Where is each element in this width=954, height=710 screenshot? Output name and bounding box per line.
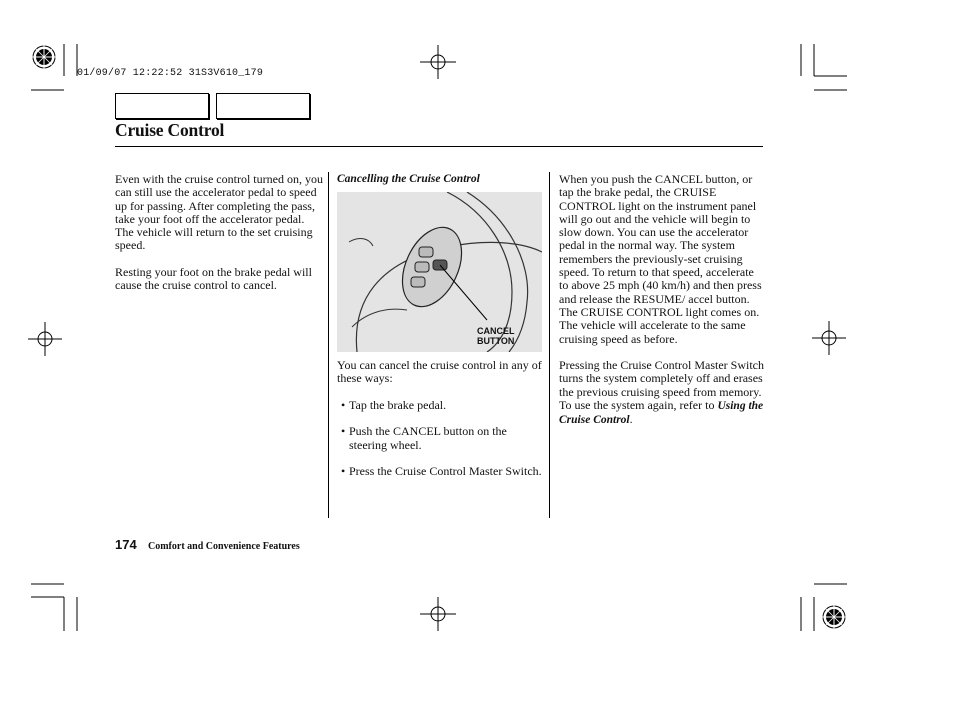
paragraph-text: Pressing the Cruise Control Master Switch turns the system completely off and erases the previous cruising speed from memory. To use the system again, refer to <box>559 358 764 413</box>
list-item: • Tap the brake pedal. <box>337 399 542 412</box>
steering-wheel-illustration <box>337 192 542 352</box>
paragraph-end: . <box>629 412 633 427</box>
print-stamp: 01/09/07 12:22:52 31S3V610_179 <box>77 68 264 79</box>
title-rule <box>115 146 763 147</box>
crosshair-icon <box>812 321 846 355</box>
cancel-methods-list <box>337 399 542 479</box>
figure-label-cancel: CANCEL <box>477 326 515 336</box>
list-item: • Push the CANCEL button on the steering wheel. <box>337 425 542 452</box>
paragraph: When you push the CANCEL button, or tap the brake pedal, the CRUISE CONTROL light on the instrument panel will go out and the vehicle will begin to slow down. You can use the accelerator pedal in the normal way. The system remembers the previously-set cruising speed. To return to that speed, accelerate to above 25 mph (40 km/h) and then press and release the RESUME/ accel button. The CRUISE CONTROL light comes on. The vehicle will accelerate to the same cruising speed as before. <box>559 172 762 346</box>
crosshair-icon <box>420 45 456 79</box>
registration-target-icon <box>30 43 58 71</box>
paragraph <box>559 359 764 427</box>
list-item: • Press the Cruise Control Master Switch. <box>337 465 542 478</box>
paragraph: Even with the cruise control turned on, you can still use the accelerator pedal to speed up for passing. After completing the pass, take your foot off the accelerator pedal. The vehicle will return to the set cruising speed. <box>115 172 323 253</box>
figure-caption: Cancelling the Cruise Control <box>337 173 480 185</box>
paragraph: Resting your foot on the brake pedal will cause the cruise control to cancel. <box>115 265 312 293</box>
figure-label-button: BUTTON <box>477 336 515 346</box>
column-divider <box>328 172 329 518</box>
crosshair-icon <box>28 322 62 356</box>
intro-paragraph: You can cancel the cruise control in any of these ways: <box>337 358 542 386</box>
page-title: Cruise Control <box>115 120 225 140</box>
crosshair-icon <box>420 597 456 631</box>
registration-target-icon <box>820 603 848 631</box>
left-column <box>115 173 323 306</box>
column-divider <box>549 172 550 518</box>
footer-section-name: Comfort and Convenience Features <box>148 541 300 552</box>
cross-reference-link[interactable]: Using the Cruise Control <box>559 400 764 427</box>
header-tab-left <box>115 93 209 119</box>
middle-column <box>337 359 542 492</box>
header-tab-right <box>216 93 310 119</box>
page-number: 174 <box>115 537 137 552</box>
right-column <box>559 173 764 441</box>
